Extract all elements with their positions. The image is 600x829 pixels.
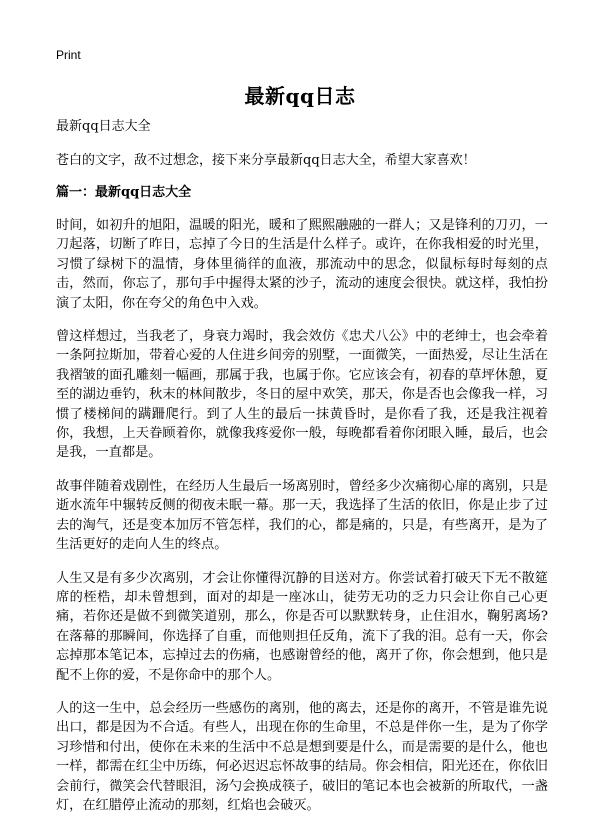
document-body [56, 118, 548, 829]
paragraph-4: 人生又是有多少次离别，才会让你懂得沉静的目送对方。你尝试着打破天下无不散筵席的桎梏，却未曾想到，面对的却是一座冰山，徒劳无功的乏力只会让你自己心更痛，若你还是做不到微笑道别，那么，你是否可以默默转身，止住泪水，鞠躬离场?在落幕的那瞬间，你选择了自重，而他则担任反角，流下了我的泪。总有一天，你会忘掉那本笔记本，忘掉过去的伤痛，也感谢曾经的他，离开了你，你会想到，他只是配不上你的爱，不是你命中的那个人。 [56, 570, 548, 683]
paragraph-2: 曾这样想过，当我老了，身衰力竭时，我会效仿《忠犬八公》中的老绅士，也会牵着一条阿拉斯加，带着心爱的人住进乡间旁的别墅，一面微笑，一面热爱，尽让生活在我褶皱的面孔雕刻一幅画，那属于我，也属于你。它应该会有，初春的草坪休憩，夏至的湖边垂钓，秋末的林间散步，冬日的屋中欢笑，那天，你是否也会像我一样，习惯了楼梯间的蹒跚爬行。到了人生的最后一抹黄昏时，是你看了我，还是我注视着你，我想，上天眷顾着你，就像我疼爱你一般，每晚都看着你闭眼入睡，最后，也会是我，一直都是。 [56, 329, 548, 461]
paragraph-1: 时间，如初升的旭阳，温暖的阳光，暖和了熙熙融融的一群人；又是锋利的刀刃，一刀起落，切断了昨日，忘掉了今日的生活是什么样子。或许，在你我相爱的时光里，习惯了绿树下的温情，身体里徜徉的血液，那流动中的思念，似鼠标每时每刻的点击，然而，你忘了，那句手中握得太紧的沙子，流动的速度会很快。就这样，我怕扮演了太阳，你在夸父的角色中入戏。 [56, 218, 548, 311]
intro-text: 苍白的文字，敌不过想念，接下来分享最新qq日志大全，希望大家喜欢！ [56, 153, 476, 168]
paragraph-3: 故事伴随着戏剧性，在经历人生最后一场离别时，曾经多少次痛彻心扉的离别，只是逝水流年中辗转反侧的彻夜未眠一幕。那一天，我选择了生活的依旧，你是止步了过去的淘气，还是变本加厉不管怎样，我们的心，都是痛的，只是，有些离开，是为了生活更好的走向人生的终点。 [56, 478, 548, 553]
section-heading: 篇一：最新qq日志大全 [56, 185, 192, 200]
print-link[interactable]: Print [56, 48, 81, 62]
paragraph-5: 人的这一生中，总会经历一些感伤的离别，他的离去，还是你的离开，不管是谁先说出口，都是因为不合适。有些人，出现在你的生命里，不总是伴你一生，是为了你学习珍惜和付出，使你在未来的生活中不总是想到要是什么，而是需要的是什么，他也一样，都需在红尘中历练，何必迟迟忘怀故事的结局。你会相信，阳光还在，你依旧会前行，微笑会代替眼泪，汤勺会换成筷子，破旧的笔记本也会被新的所取代，一盏灯，在红腊停止流动的那刻，红焰也会破灭。 [56, 700, 548, 813]
document-title: 最新qq日志 [244, 84, 356, 108]
document-subtitle: 最新qq日志大全 [56, 119, 151, 134]
